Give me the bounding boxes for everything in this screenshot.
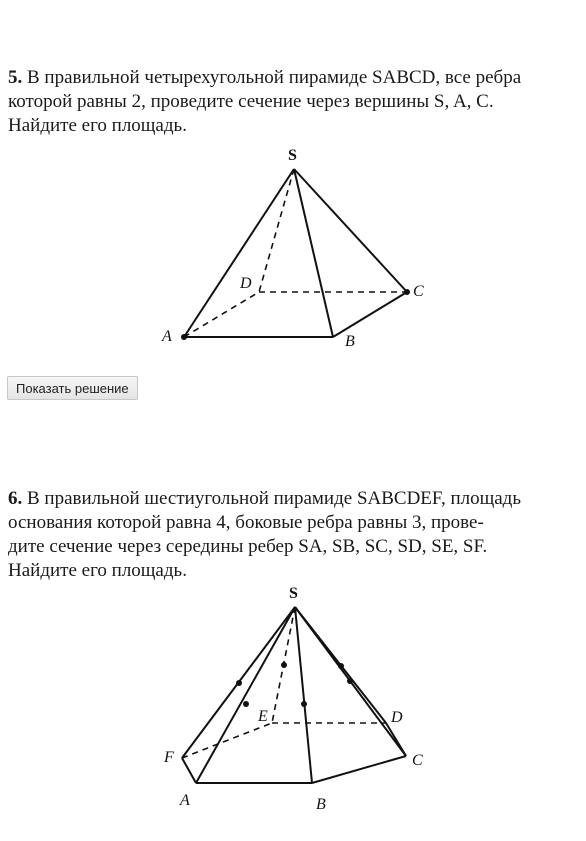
midpoint-SF bbox=[236, 680, 242, 686]
label-B: B bbox=[345, 333, 355, 350]
problem-5-line-2: которой равны 2, проведите сечение через вершины S, A, C. bbox=[8, 91, 494, 112]
show-solution-button[interactable]: Показать решение bbox=[7, 376, 138, 400]
problem-5-line-3: Найдите его площадь. bbox=[8, 115, 187, 136]
edge-BC bbox=[333, 292, 407, 337]
pyramid-sabcd-figure bbox=[150, 140, 440, 360]
label-C: C bbox=[412, 752, 423, 769]
problem-5-line-1: 5. В правильной четырехугольной пирамиде SABCD, все ребра bbox=[8, 67, 522, 88]
midpoint-SC bbox=[347, 678, 353, 684]
problem-6-line-4: Найдите его площадь. bbox=[8, 560, 187, 581]
pyramid-sabcd-drawing bbox=[150, 140, 440, 355]
vertex-C bbox=[404, 289, 410, 295]
label-F: F bbox=[164, 749, 174, 766]
midpoint-SA bbox=[243, 701, 249, 707]
label-B: B bbox=[316, 796, 326, 813]
problem-6-line-1: 6. В правильной шестиугольной пирамиде SABCDEF, площадь bbox=[8, 488, 521, 509]
problem-6-number: 6. bbox=[8, 488, 23, 509]
problem-6-line-2: основания которой равна 4, боковые ребра равны 3, прове- bbox=[8, 512, 484, 533]
label-D: D bbox=[240, 275, 252, 292]
label-S: S bbox=[289, 585, 298, 602]
problem-6-line-3: дите сечение через середины ребер SA, SB, SC, SD, SE, SF. bbox=[8, 536, 488, 557]
midpoint-SE bbox=[281, 662, 287, 668]
edge-SA bbox=[184, 169, 294, 337]
problem-5-text bbox=[8, 66, 580, 138]
label-C: C bbox=[413, 283, 424, 300]
problem-6-text bbox=[8, 487, 580, 583]
midpoint-SD bbox=[338, 663, 344, 669]
edge-FA bbox=[182, 758, 196, 783]
midpoint-SB bbox=[301, 701, 307, 707]
edge-SA bbox=[196, 607, 295, 783]
label-E: E bbox=[258, 708, 268, 725]
edge-SD bbox=[259, 169, 294, 292]
edge-AD bbox=[184, 292, 259, 337]
pyramid-sabcdef-drawing bbox=[150, 580, 450, 820]
edge-SB bbox=[295, 607, 312, 783]
vertex-A bbox=[181, 334, 187, 340]
label-A: A bbox=[180, 792, 190, 809]
problem-5-number: 5. bbox=[8, 67, 23, 88]
label-A: A bbox=[162, 328, 172, 345]
edge-SC bbox=[294, 169, 407, 292]
edge-SB bbox=[294, 169, 333, 337]
label-D: D bbox=[391, 709, 403, 726]
label-S: S bbox=[288, 147, 297, 164]
edge-BC bbox=[312, 756, 406, 783]
pyramid-sabcdef-figure bbox=[150, 580, 450, 825]
